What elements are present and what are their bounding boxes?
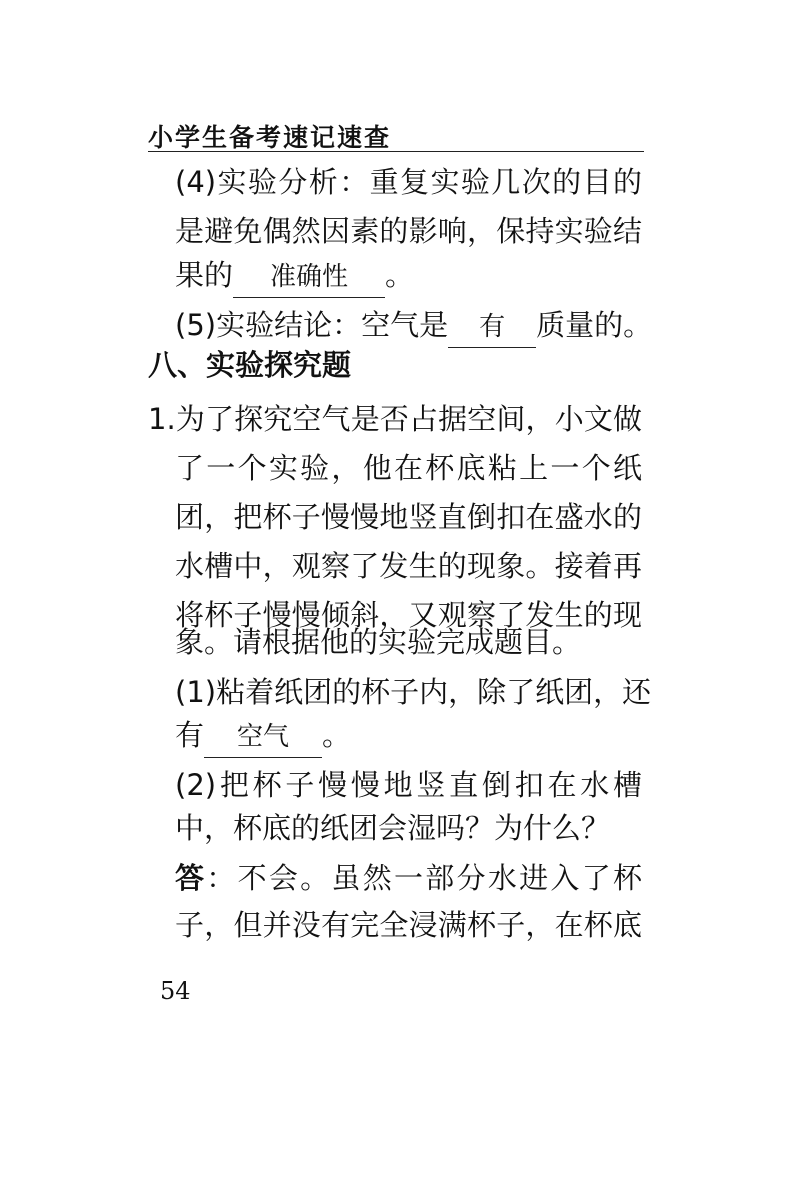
answer-blank: 空气 xyxy=(204,717,322,758)
subquestion-line: (1)粘着纸团的杯子内，除了纸团，还 xyxy=(175,675,652,709)
running-header: 小学生备考速记速查 xyxy=(148,123,392,152)
fill-line xyxy=(175,710,351,760)
answer-text: ：不会。虽然一部分水进入了杯 xyxy=(206,861,642,895)
answer-blank: 有 xyxy=(448,307,536,348)
question-line: 象。请根据他的实验完成题目。 xyxy=(175,625,582,659)
text-line: 是避免偶然因素的影响，保持实验结 xyxy=(175,214,642,248)
section-heading: 八、实验探究题 xyxy=(148,348,352,382)
subquestion-line: 中，杯底的纸团会湿吗？为什么？ xyxy=(175,811,611,845)
question-line: 1.为了探究空气是否占据空间，小文做 xyxy=(148,402,642,436)
answer-label: 答 xyxy=(175,861,207,895)
answer-line: 子，但并没有完全浸满杯子，在杯底 xyxy=(175,908,642,942)
page-number: 54 xyxy=(160,977,191,1005)
question-line: 团，把杯子慢慢地竖直倒扣在盛水的 xyxy=(175,500,642,534)
answer-line xyxy=(175,853,642,903)
answer-blank: 准确性 xyxy=(233,257,385,298)
text-fragment: (5)实验结论：空气是 xyxy=(175,308,449,342)
text-fragment: 果的 xyxy=(175,258,234,292)
question-line: 了一个实验，他在杯底粘上一个纸 xyxy=(175,451,642,485)
text-fragment: 。 xyxy=(322,718,352,752)
text-line: (4)实验分析：重复实验几次的目的 xyxy=(175,165,642,199)
text-fragment: 。 xyxy=(385,258,415,292)
question-line: 水槽中，观察了发生的现象。接着再 xyxy=(175,549,642,583)
fill-line xyxy=(175,250,414,300)
header-rule xyxy=(148,151,644,152)
subquestion-line: (2)把杯子慢慢地竖直倒扣在水槽 xyxy=(175,768,642,802)
text-fragment: 质量的。 xyxy=(536,308,653,342)
question-line: 将杯子慢慢倾斜，又观察了发生的现 xyxy=(175,598,642,632)
text-fragment: 有 xyxy=(175,718,205,752)
